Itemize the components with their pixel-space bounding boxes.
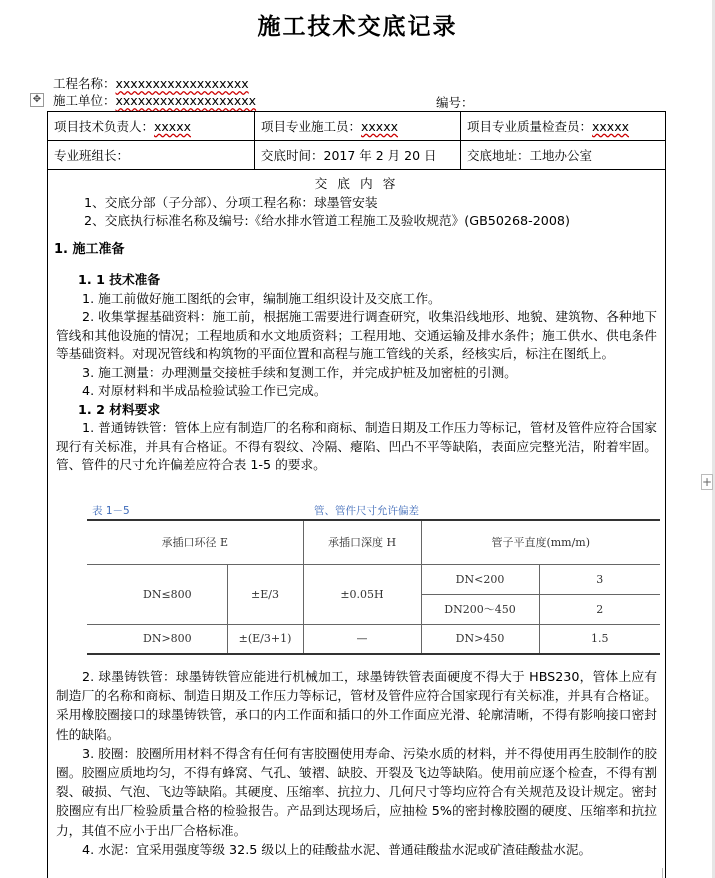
header-row-2 — [48, 141, 665, 170]
tech-lead-cell[interactable] — [48, 112, 254, 140]
material-item-2: 2. 球墨铸铁管：球墨铸铁管应能进行机械加工，球墨铸铁管表面硬度不得大于 HBS230，管体上应有制造厂的名称和商标、制造日期及工作压力等标记，管材及管件应符合国家现行有关标准，并具有合格证。采用橡胶圈接口的球墨铸铁管，承口的内工作面和插口的外工作面应光滑、轮廓清晰，不得有影响接口密封性的缺陷。 — [56, 669, 657, 742]
material-item-4: 4. 水泥：宜采用强度等级 32.5 级以上的硅酸盐水泥、普通硅酸盐水泥或矿渣硅酸盐水泥。 — [82, 841, 592, 857]
team-leader-cell[interactable] — [48, 141, 254, 169]
tech-item-3: 3. 施工测量：办理测量交接桩手续和复测工作，并完成护桩及加密桩的引测。 — [82, 364, 517, 380]
unit-line — [53, 91, 256, 109]
document-title: 施工技术交底记录 — [257, 13, 458, 40]
section-1-title: 1. 施工准备 — [54, 241, 125, 257]
table-cell: DN>800 — [87, 624, 227, 654]
tech-item-1: 1. 施工前做好施工图纸的会审，编制施工组织设计及交底工作。 — [82, 290, 441, 306]
number-label: 编号： — [436, 95, 474, 110]
table-header-cell: 承插口深度 H — [303, 520, 421, 564]
table-header-cell: 承插口环径 E — [87, 520, 303, 564]
tech-lead-value: xxxxx — [154, 118, 192, 134]
location-label: 交底地址：工地办公室 — [467, 148, 593, 163]
tech-item-4: 4. 对原材料和半成品检验试验工作已完成。 — [82, 383, 327, 398]
team-leader-label: 专业班组长： — [54, 148, 130, 163]
table-cell: 1.5 — [539, 624, 660, 654]
project-name-value[interactable]: xxxxxxxxxxxxxxxxxx — [115, 76, 249, 91]
date-cell[interactable] — [254, 141, 460, 169]
project-name-line — [53, 74, 249, 92]
date-label: 交底时间：2017 年 2 月 20 日 — [261, 148, 437, 163]
tolerance-header-row — [87, 520, 660, 564]
table-cell: ±0.05H — [303, 564, 421, 624]
constructor-value: xxxxx — [361, 118, 399, 134]
intro-line-1: 1、交底分部（子分部）、分项工程名称：球墨管安装 — [84, 194, 378, 210]
quality-inspector-cell[interactable] — [460, 112, 665, 140]
material-continued[interactable] — [48, 667, 665, 859]
tolerance-table — [87, 519, 660, 655]
table-cell: ±(E/3+1) — [227, 624, 303, 654]
header-row-1 — [48, 112, 665, 141]
table-cell: DN<200 — [421, 564, 539, 594]
tech-item-2: 2. 收集掌握基础资料：施工前，根据施工需要进行调查研究，收集沿线地形、地貌、建筑物、各种地下管线和其他设施的情况；工程地质和水文地质资料；工程用地、交通运输及排水条件；施工供水、供电条件等基础资料。对现况管线和构筑物的平面位置和高程与施工管线的关系，经核实后，标注在图纸上。 — [56, 309, 657, 361]
section-1-1-title: 1. 1 技术准备 — [78, 272, 161, 287]
unit-label: 施工单位： — [53, 93, 116, 108]
table-cell: DN200～450 — [421, 594, 539, 624]
table-cell: 3 — [539, 564, 660, 594]
table-cell: ±E/3 — [227, 564, 303, 624]
table-row — [87, 624, 660, 654]
intro-line-2: 2、交底执行标准名称及编号:《给水排水管道工程施工及验收规范》(GB50268-2008) — [84, 213, 570, 228]
add-column-icon[interactable]: + — [702, 475, 713, 489]
tech-lead-label: 项目技术负责人： — [54, 119, 155, 134]
content-body[interactable] — [48, 170, 665, 475]
constructor-label: 项目专业施工员： — [261, 119, 362, 134]
table-cell: — — [303, 624, 421, 654]
table-row — [87, 564, 660, 594]
move-handle-icon[interactable]: ✥ — [30, 93, 44, 107]
table-cell: DN>450 — [421, 624, 539, 654]
material-item-1: 1. 普通铸铁管：管体上应有制造厂的名称和商标、制造日期及工作压力等标记，管材及管件应符合国家现行有关标准，并具有合格证。不得有裂纹、冷隔、瘪陷、凹凸不平等缺陷，表面应完整光洁，附着牢固。管、管件的尺寸允许偏差应符合表 1-5 的要求。 — [56, 420, 657, 472]
section-1-2-title: 1. 2 材料要求 — [78, 401, 161, 417]
project-name-label: 工程名称： — [53, 76, 116, 91]
table-header-cell: 管子平直度(mm/m) — [421, 520, 660, 564]
material-item-3: 3. 胶圈：胶圈所用材料不得含有任何有害胶圈使用寿命、污染水质的材料，并不得使用再生胶制作的胶圈。胶圈应质地均匀，不得有蜂窝、气孔、皱褶、缺胶、开裂及飞边等缺陷。使用前应逐个检查，不得有割裂、破损、气泡、飞边等缺陷。其硬度、压缩率、抗拉力、几何尺寸等均应符合有关规范及设计规定。密封胶圈应有出厂检验质量合格的检验报告。产品到达现场后，应抽检 5%的密封橡胶圈的硬度、压缩率和抗拉力，其值不应小于出厂合格标准。 — [56, 745, 657, 838]
quality-inspector-value: xxxxx — [592, 118, 630, 134]
table-cell: 2 — [539, 594, 660, 624]
location-cell[interactable] — [460, 141, 665, 169]
quality-inspector-label: 项目专业质量检查员： — [467, 119, 593, 134]
constructor-cell[interactable] — [254, 112, 460, 140]
content-heading: 交 底 内 容 — [314, 176, 399, 191]
table-caption-title: 管、管件尺寸允许偏差 — [314, 505, 419, 517]
table-cell: DN≤800 — [87, 564, 227, 624]
unit-value[interactable]: xxxxxxxxxxxxxxxxxxx — [115, 93, 257, 108]
table-caption-number: 表 1－5 — [92, 505, 130, 517]
